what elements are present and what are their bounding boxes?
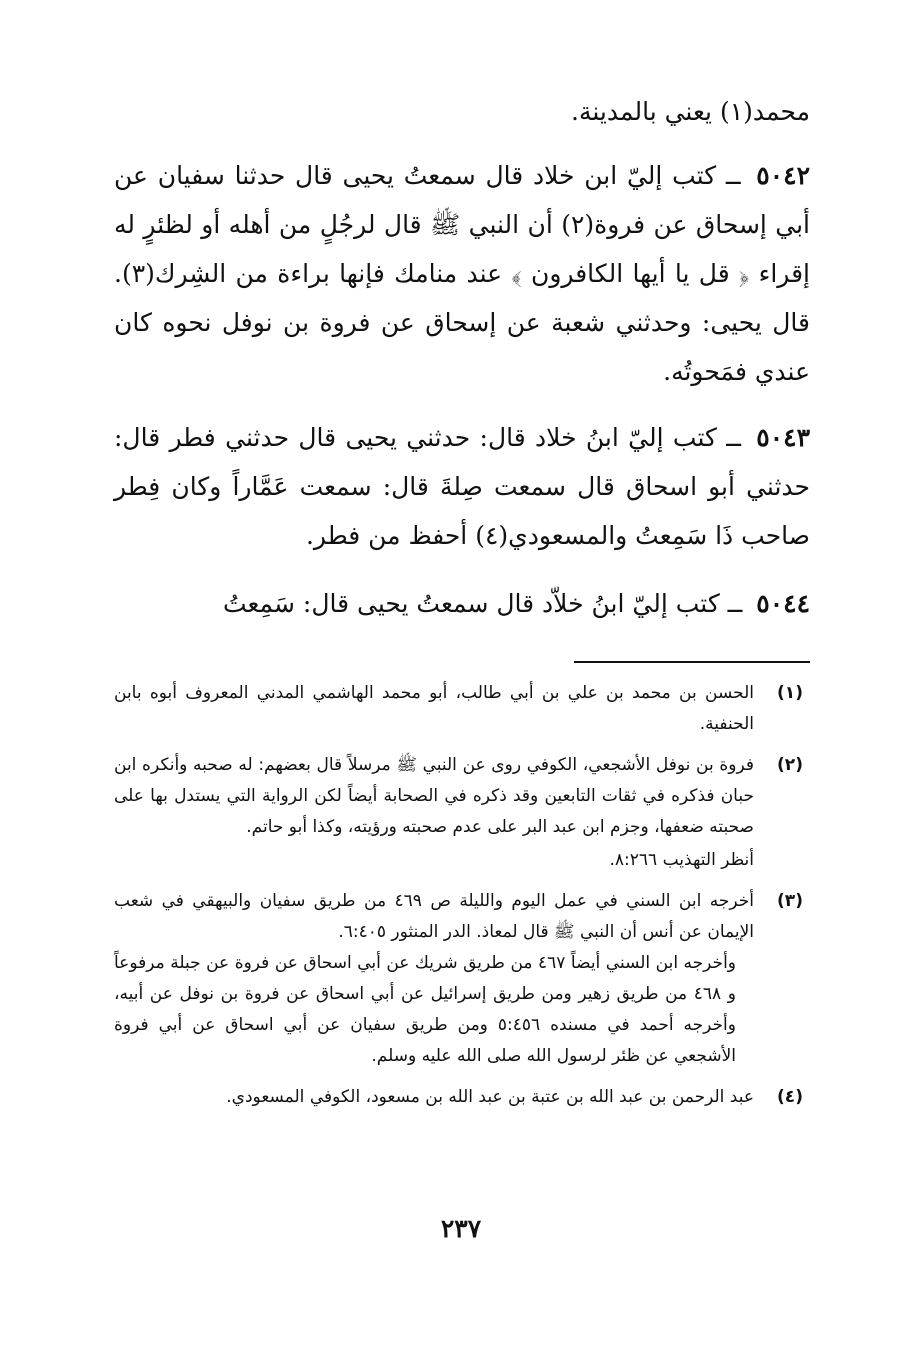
footnote-text: فروة بن نوفل الأشجعي، الكوفي روى عن النبي ﷺ مرسلاً قال بعضهم: له صحبه وأنكره ابن حبان فذكره في ثقات التابعين وقد ذكره في الصحابة أيضاً لكن الرواية التي يستدل بها على صحبته ضعفها، وجزم ابن عبد البر على عدم صحبته ورؤيته، وكذا أبو حاتم. bbox=[114, 755, 754, 837]
hadith-text: ــ كتب إليّ ابنُ خلاد قال: حدثني يحيى قال حدثني فطر قال: حدثني أبو اسحاق قال سمعت صِلةَ قال: سمعت عَمَّاراً وكان فِطر صاحب ذَا سَمِعتُ والمسعودي(٤) أحفظ من فطر. bbox=[114, 423, 810, 550]
intro-line: محمد(١) يعني بالمدينة. bbox=[571, 97, 810, 126]
footnote-reference: أنظر التهذيب ٨:٢٦٦. bbox=[609, 850, 754, 870]
page-number: ٢٣٧ bbox=[440, 1214, 482, 1243]
footnote-marker: (٢) bbox=[777, 755, 803, 775]
footnote-marker: (١) bbox=[777, 683, 803, 703]
footnote-marker: (٣) bbox=[777, 891, 803, 911]
hadith-text: ــ كتب إليّ ابن خلاد قال سمعتُ يحيى قال حدثنا سفيان عن أبي إسحاق عن فروة(٢) أن النبي ﷺ قال لرجُلٍ من أهله أو لظئرٍ له إقراء ﴿ قل يا أيها الكافرون ﴾ عند منامك فإنها براءة من الشِرك(٣). قال يحيى: وحدثني شعبة عن إسحاق عن فروة بن نوفل نحوه كان عندي فمَحوتُه. bbox=[114, 161, 810, 386]
footnote-continuation: وأخرجه ابن السني أيضاً ٤٦٧ من طريق شريك عن أبي اسحاق عن فروة عن جبلة مرفوعاً و ٤٦٨ من طريق زهير ومن طريق إسرائيل عن أبي اسحاق عن فروة بن نوفل عن أبيه، وأخرجه أحمد في مسنده ٥:٤٥٦ ومن طريق سفيان عن أبي اسحاق عن أبي فروة الأشجعي عن ظئر لرسول الله صلى الله عليه وسلم. bbox=[114, 953, 737, 1066]
hadith-number: ٥٠٤٣ bbox=[756, 423, 811, 452]
hadith-number: ٥٠٤٤ bbox=[756, 589, 810, 618]
footnote-3 bbox=[114, 886, 810, 1072]
footnote-text: الحسن بن محمد بن علي بن أبي طالب، أبو محمد الهاشمي المدني المعروف أبوه بابن الحنفية. bbox=[114, 683, 754, 734]
footnote-text: عبد الرحمن بن عبد الله بن عتبة بن عبد الله بن مسعود، الكوفي المسعودي. bbox=[226, 1087, 754, 1107]
footnotes bbox=[114, 678, 810, 1123]
footnote-text: أخرجه ابن السني في عمل اليوم والليلة ص ٤٦٩ من طريق سفيان والبيهقي في شعب الإيمان عن أنس أن النبي ﷺ قال لمعاذ. الدر المنثور ٦:٤٠٥. bbox=[114, 891, 754, 942]
hadith-5042 bbox=[114, 151, 810, 396]
footnote-4 bbox=[114, 1082, 810, 1113]
hadith-text: ــ كتب إليّ ابنُ خلاّد قال سمعتُ يحيى قال: سَمِعتُ bbox=[222, 589, 743, 618]
footnote-1 bbox=[114, 678, 810, 740]
hadith-number: ٥٠٤٢ bbox=[756, 161, 810, 190]
hadith-5044 bbox=[114, 579, 810, 628]
hadith-5043 bbox=[114, 413, 810, 560]
footnote-separator bbox=[574, 661, 810, 663]
footnote-marker: (٤) bbox=[777, 1087, 803, 1107]
footnote-2 bbox=[114, 750, 810, 876]
